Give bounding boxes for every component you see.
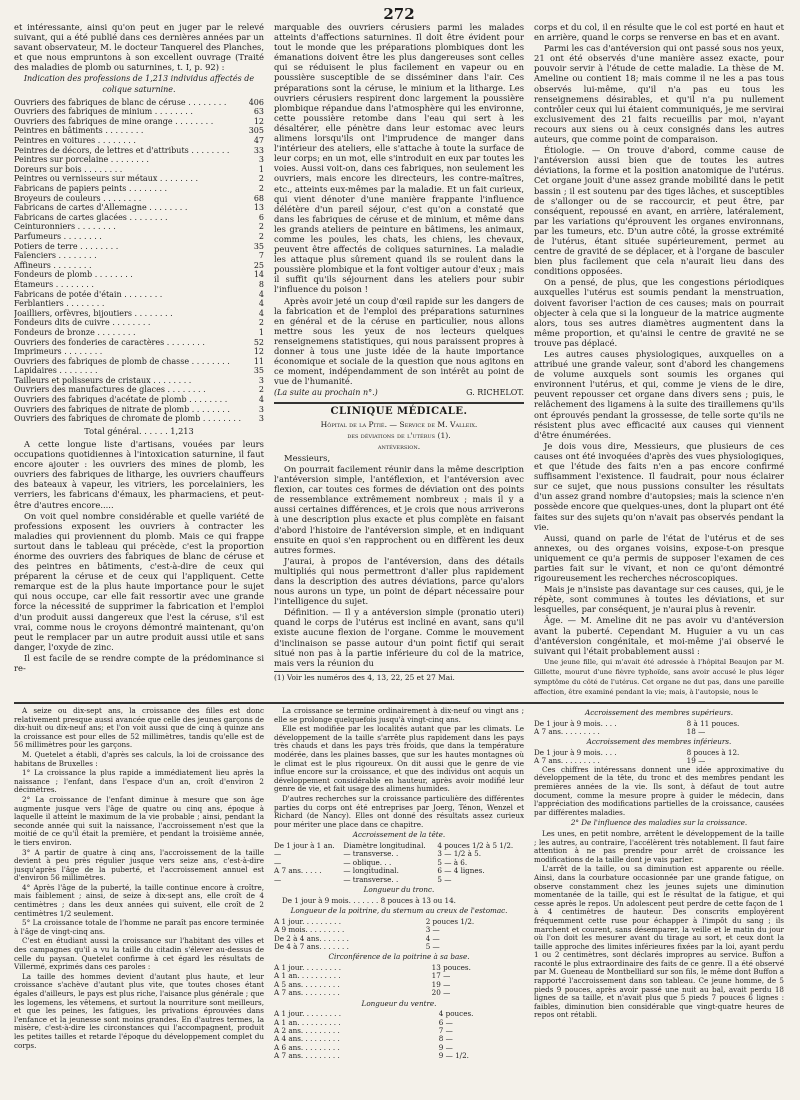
col1-paragraph: On voit quel nombre considérable et quelle variété de professions exposent les ouvriers à contracter les maladies qui proviennent du plomb. Mais ce qui frappe surtout dans le tableau qui précède, c'est la proportion énorme des ouvriers des fabriques de blanc de céruse et des peintres en bâtiments, c'est-à-dire de ceux qui préparent la céruse et de ceux qui l'appliquent. Cette remarque est de la plus haute importance pour le sujet qui nous occupe, car elle fait ressortir avec une grande force la nécessité de supprimer la fabrication et l'emploi d'un produit aussi dangereux que l'est la céruse, s'il est vrai, comme nous le croyons démontré maintenant, qu'on peut le remplacer par un autre produit aussi utile et sans danger, l'oxyde de zinc. bbox=[14, 510, 264, 652]
table-row bbox=[274, 989, 524, 997]
table-cell: Fondeurs de plomb . . . . . . . . bbox=[14, 270, 133, 280]
table-cell: 7 — bbox=[438, 1025, 453, 1035]
table-cell: 6 — 4 lignes. bbox=[437, 866, 485, 876]
table-cell: Ouvriers des fabriques d'acétate de plomb . . . . . . . . bbox=[14, 395, 228, 405]
table-cell: 35 bbox=[253, 366, 264, 376]
lower-section bbox=[14, 702, 784, 1100]
table-row bbox=[14, 222, 264, 232]
bottom-paragraph: Les unes, en petit nombre, arrêtent le développement de la taille ; les autres, au contraire, l'accélèrent très notablement. Il faut faire attention à ne pas prendre pour arrêt de croissance les modifications de la taille dont je vais parler. bbox=[534, 828, 784, 864]
column-1 bbox=[14, 22, 264, 702]
table-row bbox=[14, 146, 264, 156]
table-cell: 3 bbox=[258, 155, 264, 165]
table-cell: 305 bbox=[248, 126, 264, 136]
table-cell: 4 — bbox=[425, 933, 440, 943]
table-cell: 17 — bbox=[431, 971, 451, 981]
upper-section bbox=[14, 22, 784, 702]
table-cell: 4 bbox=[258, 308, 264, 318]
table-cell: 4 bbox=[258, 395, 264, 405]
bottom-column-2 bbox=[274, 707, 524, 1100]
table-row bbox=[14, 395, 264, 405]
col2-paragraph: Définition. — Il y a antéversion simple (pronatio uteri) quand le corps de l'utérus est incliné en avant, sans qu'il existe aucune flexion de l'organe. Comme le mouvement d'inclinaison se passe autour d'un point fictif qui serait situé non pas à la partie inférieure du col de la matrice, mais vers la réunion du bbox=[274, 607, 524, 668]
table-cell: Ouvriers des fabriques de blanc de céruse . . . . . . . . bbox=[14, 97, 227, 107]
table-row bbox=[14, 174, 264, 184]
measure-title: Circonférence de la poitrine à sa base. bbox=[328, 952, 470, 962]
table-row bbox=[14, 251, 264, 261]
table-cell: 11 bbox=[253, 356, 264, 366]
bottom-paragraph: A seize ou dix-sept ans, la croissance des filles est donc relativement presque aussi avancée que celle des jeunes garçons de dix-huit ou dix-neuf ans; et l'on voit aussi que de cinq à quinze ans la croissance est pour elles de 52 millimètres, tandis qu'elle est de 56 millimètres pour les garçons. bbox=[14, 707, 264, 750]
table-cell: De 4 à 7 ans. . . . . . . bbox=[274, 941, 349, 951]
table-cell: De 1 jour à 9 mois. . . . bbox=[534, 748, 617, 757]
table-cell: A 2 ans. . . . . . . . . bbox=[274, 1025, 340, 1035]
table-row bbox=[14, 213, 264, 223]
table-cell: A 1 jour. . . . . . . . . bbox=[274, 1009, 342, 1019]
table-cell: 5 — bbox=[437, 874, 452, 884]
hospital-line: Hôpital de la Pitié. — Service de M. Valleix. bbox=[320, 419, 478, 429]
table-row bbox=[14, 366, 264, 376]
suite-note: (La suite au prochain n°.) bbox=[274, 388, 378, 398]
table-cell: 9 — bbox=[438, 1042, 453, 1052]
table-cell: Joailliers, orfèvres, bijoutiers . . . . . . . . bbox=[14, 308, 173, 318]
col3-paragraph: On a pensé, de plus, que les congestions périodiques auxquelles l'utérus est soumis pendant la menstruation, doivent favoriser l'action de ces causes; mais on pourrait objecter à cela que si la longueur de la matrice augmente alors, tous ses autres diamètres augmentent dans la même proportion, et qu'ainsi le centre de gravité ne se trouve pas déplacé. bbox=[534, 277, 784, 348]
table-cell: 14 bbox=[253, 270, 264, 280]
column-2 bbox=[274, 22, 524, 702]
col1-paragraph: A cette longue liste d'artisans, vouées par leurs occupations quotidiennes à l'intoxication saturnine, il faut encore ajouter : les ouvriers des mines de plomb, les ouvriers des fabriques de litharge, les ouvriers chauffeurs des bateaux à vapeur, les vitriers, les porcelainiers, les verriers, les fabricans d'émaux, les pharmaciens, et peut-être d'autres encore..... bbox=[14, 438, 264, 510]
table-cell: De 2 à 4 ans. . . . . . . bbox=[274, 933, 349, 943]
table-cell: 8 — bbox=[438, 1034, 453, 1044]
bottom-paragraph: M. Quetelet a établi, d'après ses calculs, la loi de croissance des habitans de Bruxelles : bbox=[14, 749, 264, 768]
table-cell: 4 bbox=[258, 289, 264, 299]
table-cell: 2 bbox=[258, 318, 264, 328]
bottom-column-3 bbox=[534, 707, 784, 1100]
table-cell: Ouvriers des fabriques de nitrate de plomb . . . . . . . . bbox=[14, 404, 230, 414]
table-row bbox=[274, 850, 524, 858]
table-row bbox=[14, 357, 264, 367]
table-cell: 2 bbox=[258, 231, 264, 241]
table-cell: 12 bbox=[253, 116, 264, 126]
table-cell: Peintres ou vernisseurs sur métaux . . . . . . . . bbox=[14, 174, 199, 184]
table-cell: 13 bbox=[253, 203, 264, 213]
table-row bbox=[14, 261, 264, 271]
table-row bbox=[14, 117, 264, 127]
section-subheading: 2° De l'influence des maladies sur la croissance. bbox=[570, 818, 748, 828]
table-cell: 4 bbox=[258, 299, 264, 309]
table-row bbox=[14, 405, 264, 415]
table-row bbox=[14, 98, 264, 108]
col3-paragraph: corps et du col, il en résulte que le col est porté en haut et en arrière, quand le corps se renverse en bas et en avant. bbox=[534, 22, 784, 43]
table-cell: 52 bbox=[253, 337, 264, 347]
bottom-paragraph: La taille des hommes devient d'autant plus haute, et leur croissance s'achève d'autant plus vite, que toutes choses étant égales d'ailleurs, le pays est plus riche, l'aisance plus générale ; que les logemens, les vêtemens, et surtout la nourriture sont meilleurs, et que les peines, les fatigues, les privations éprouvées dans l'enfance et la jeunesse sont moins grandes. En d'autres termes, la misère, c'est-à-dire les circonstances qui l'accompagnent, produit les petites tailles et retarde l'époque du développement complet du corps. bbox=[14, 971, 264, 1050]
table-cell: Peintres sur porcelaine . . . . . . . . bbox=[14, 155, 149, 165]
table-cell: Ouvriers des fabriques de minium . . . . . . . . bbox=[14, 107, 193, 117]
table-cell: 12 bbox=[253, 347, 264, 357]
table-cell: — oblique. . . bbox=[343, 857, 392, 867]
signature-row bbox=[274, 388, 524, 398]
table-row bbox=[14, 414, 264, 424]
table-cell: Peintres en bâtiments . . . . . . . . bbox=[14, 126, 144, 136]
table-row bbox=[14, 165, 264, 175]
col3-paragraph: Aussi, quand on parle de l'état de l'utérus et de ses annexes, ou des organes voisins, expose-t-on presque uniquement ce qu'a permis de supposer l'examen de ces parties fait sur le vivant, et non ce qu'ont démontré rigoureusement les recherches nécroscopiques. bbox=[534, 532, 784, 584]
table-cell: Broyeurs de couleurs . . . . . . . . bbox=[14, 193, 142, 203]
bottom-paragraph: Elle est modifiée par les localités autant que par les climats. Le développement de la taille s'arrête plus rapidement dans les pays très chauds et dans les pays très froids, que dans la température modérée, dans les plaines basses, que sur les hautes montagnes où le climat est le plus rigoureux. On dit aussi que le genre de vie influe encore sur la croissance, et que des individus ont acquis un développement considérable en hauteur, après avoir modifié leur genre de vie, et fait usage des alimens humides. bbox=[274, 724, 524, 794]
col1-paragraph: Il est facile de se rendre compte de la prédominance si re- bbox=[14, 652, 264, 673]
table-cell: 3 — bbox=[425, 925, 440, 935]
table-cell: Fondeurs dits de cuivre . . . . . . . . bbox=[14, 318, 151, 328]
table-cell: Ceinturonniers . . . . . . . . bbox=[14, 222, 116, 232]
salutation: Messieurs, bbox=[284, 452, 331, 463]
measure-title: Longueur de la poitrine, du sternum au creux de l'estomac. bbox=[290, 906, 508, 916]
col3-paragraph: Les autres causes physiologiques, auxquelles on a attribué une grande valeur, sont d'abord les changemens de volume auxquels sont soumis les organes qui environnent l'utérus, et qui, comme je viens de le dire, peuvent repousser cet organe dans divers sens ; puis, le relâchement des ligamens à la suite des tiraillemens qu'ils ont éprouvés pendant la grossesse, de telle sorte qu'ils ne résistent plus avec efficacité aux causes qui viennent d'être énumérées. bbox=[534, 349, 784, 440]
table-cell: 1 bbox=[258, 164, 264, 174]
col3-paragraph: Parmi les cas d'antéversion qui ont passé sous nos yeux, 21 ont été observés d'une manière assez exacte, pour pouvoir servir à l'étude de cette maladie. La thèse de M. Ameline ou contient 18; mais comme il ne les a pas tous observés lui-même, qu'il n'a pas eu tous les renseignemens désirables, et qu'il n'a pu nullement contrôler ceux qui lui étaient communiqués, je me servirai exclusivement des 21 faits recueillis par moi, n'ayant recours aux siens ou à ceux consignés dans les autres auteurs, que comme point de comparaison. bbox=[534, 43, 784, 145]
col3-paragraph: Étiologie. — On trouve d'abord, comme cause de l'antéversion aussi bien que de toutes les autres déviations, la forme et la position anatomique de l'utérus. Cet organe jouit d'une assez grande mobilité dans le petit bassin ; il est soutenu par des tiges lâches, et susceptibles de s'allonger ou de se raccourcir, et peut être, par conséquent, repoussé en avant, en arrière, latéralement, par les variations qu'éprouvent les organes environnans, par les tumeurs, etc. D'un autre côté, la grosse extrémité de l'utérus, étant située supérieurement, permet au centre de gravité de se déplacer, et à l'organe de basculer bien plus facilement que cela n'aurait lieu dans des conditions opposées. bbox=[534, 145, 784, 277]
table-row bbox=[14, 107, 264, 117]
table-cell: A 4 ans. . . . . . . . . bbox=[274, 1034, 340, 1044]
table-cell: — transverse. . bbox=[343, 874, 399, 884]
table-cell: 68 bbox=[253, 193, 264, 203]
measure-title: Accroissement de la tête. bbox=[352, 830, 446, 840]
table-cell: A 7 ans. . . . . . . . . bbox=[534, 756, 600, 766]
table-cell: 406 bbox=[248, 97, 264, 107]
table-cell: Affineurs . . . . . . . . bbox=[14, 260, 92, 270]
table-row bbox=[274, 867, 524, 875]
table-cell: 13 pouces. bbox=[431, 962, 471, 972]
table-cell: 9 — 1/2. bbox=[438, 1051, 469, 1061]
footnote: (1) Voir les numéros des 4, 13, 22, 25 et 27 Mai. bbox=[274, 671, 524, 683]
table-cell: De 1 jour à 1 an. bbox=[274, 840, 335, 850]
table-row bbox=[14, 338, 264, 348]
bottom-paragraph: 5° La croissance totale de l'homme ne paraît pas encore terminée à l'âge de vingt-cinq ans. bbox=[14, 918, 264, 936]
table-row bbox=[14, 280, 264, 290]
table-cell: Ouvriers des fabriques de mine orange . . . . . . . . bbox=[14, 116, 214, 126]
table-cell: 63 bbox=[253, 107, 264, 117]
table-cell: — longitudinal. bbox=[343, 866, 399, 876]
table-row bbox=[14, 270, 264, 280]
table-cell: 4 pouces. bbox=[438, 1009, 474, 1019]
bottom-paragraph: 2° La croissance de l'enfant diminue à mesure que son âge augmente jusque vers l'âge de quatre ou cinq ans, époque à laquelle il atteint le maximum de la vie probable ; ainsi, pendant la seconde année qui suit la naissance, l'accroissement n'est que la moitié de ce qu'il était la première, et pendant la troisième année, le tiers environ. bbox=[14, 794, 264, 847]
col1-intro: et intéressante, ainsi qu'on peut en juger par le relevé suivant, qui a été publié dans ces dernières années par un savant observateur, M. le docteur Tanquerel des Planches, et que nous empruntons à son excellent ouvrage (Traité des maladies de plomb ou saturnines, t. I, p. 92) : bbox=[14, 22, 264, 73]
table-cell: A 7 ans. . . . . . . . . bbox=[274, 988, 340, 998]
trunk-line: De 1 jour à 9 mois. . . . . . . 8 pouces à 13 ou 14. bbox=[282, 895, 456, 905]
table-cell: Peintres en voitures . . . . . . . . bbox=[14, 136, 136, 146]
table-row bbox=[274, 876, 524, 884]
table-cell: A 1 an. . . . . . . . . . bbox=[274, 971, 341, 981]
table-row bbox=[14, 290, 264, 300]
table-cell: 8 à 11 pouces. bbox=[686, 718, 740, 728]
table-row bbox=[14, 318, 264, 328]
measure-title: Accroissement des membres supérieurs. bbox=[585, 708, 733, 717]
col2-paragraph: Après avoir jeté un coup d'œil rapide sur les dangers de la fabrication et de l'emploi des préparations saturnines en général et de la céruse en particulier, nous allons mettre sous les yeux de nos lecteurs quelques renseignemens statistiques, qui nous paraissent propres à donner à tous une juste idée de la haute importance économique et sociale de la question que nous agitons en ce moment, indépendamment de son intérêt au point de vue de l'humanité. bbox=[274, 295, 524, 387]
table-cell: A 1 jour. . . . . . . . . bbox=[274, 916, 342, 926]
table-cell: Ouvriers des fonderies de caractères . . . . . . . . bbox=[14, 337, 205, 347]
table-cell: Étameurs . . . . . . . . bbox=[14, 279, 94, 289]
col2-paragraph: On pourrait facilement réunir dans la même description l'antéversion simple, l'antéflexion, et l'antéversion avec flexion, car toutes ces formes de déviation ont des points de ressemblance extrêmement nombreux ; mais il y a aussi certaines différences, et je crois que nous arriverons à une description plus exacte et plus complète en faisant d'abord l'histoire de l'antéversion simple, et en indiquant ensuite en quoi s'en rapprochent ou en diffèrent les deux autres formes. bbox=[274, 463, 524, 555]
table-cell: Fabricans de cartes glacées . . . . . . . . bbox=[14, 212, 168, 222]
table-row bbox=[14, 309, 264, 319]
col3-paragraph: Mais je n'insiste pas davantage sur ces causes, qui, je le répète, sont communes à toutes les déviations, et sur lesquelles, par conséquent, je n'aurai plus à revenir. bbox=[534, 584, 784, 615]
table-cell: Peintres de décors, de lettres et d'attributs . . . . . . . . bbox=[14, 145, 230, 155]
table-cell: De 1 jour à 9 mois. . . . bbox=[534, 718, 617, 728]
table-row bbox=[14, 347, 264, 357]
lower-limbs-table bbox=[534, 749, 784, 766]
table-row bbox=[14, 328, 264, 338]
table-cell: 2 pouces 1/2. bbox=[425, 916, 475, 926]
table-row bbox=[14, 155, 264, 165]
bottom-column-1 bbox=[14, 707, 264, 1100]
table-row bbox=[14, 194, 264, 204]
table-cell: Fabricans de potée d'étain . . . . . . . . bbox=[14, 289, 163, 299]
table-cell: Fondeurs de bronze . . . . . . . . bbox=[14, 327, 136, 337]
measure-title: Longueur du tronc. bbox=[363, 884, 435, 894]
table-cell: 3 bbox=[258, 414, 264, 424]
table-cell: 2 bbox=[258, 184, 264, 193]
table-cell: 6 bbox=[258, 212, 264, 222]
table-cell: Ouvriers des fabriques de chromate de plomb . . . . . . . . bbox=[14, 414, 242, 424]
professions-table bbox=[14, 98, 264, 424]
belly-length-table bbox=[274, 1010, 524, 1060]
table-cell: A 9 mois. . . . . . . . . bbox=[274, 925, 345, 935]
table-cell: Fabricans de cartes d'Allemagne . . . . . . . . bbox=[14, 203, 188, 213]
measure-title: Accroissement des membres inférieurs. bbox=[586, 737, 732, 747]
table-cell: 3 — 1/2 à 5. bbox=[437, 849, 481, 859]
table-row bbox=[274, 943, 524, 951]
bottom-paragraph: 3° A partir de quatre à cinq ans, l'accroissement de la taille devient à peu près régulier jusque vers seize ans, c'est-à-dire jusqu'après l'âge de la puberté, et l'accroissement annuel est d'environ 56 millimètres. bbox=[14, 847, 264, 883]
chest-length-table bbox=[274, 918, 524, 952]
bottom-paragraph: D'autres recherches sur la croissance particulière des différentes parties du corps ont été entreprises par Joerg, Ténon, Wenzel et Richard (de Nancy). Elles ont donné des résultats assez curieux pour mériter une place dans ce chapitre. bbox=[274, 793, 524, 829]
table-cell: 2 bbox=[258, 385, 264, 395]
author-signature: G. RICHELOT. bbox=[466, 388, 524, 398]
table-row bbox=[14, 242, 264, 252]
table-cell: 19 — bbox=[686, 756, 706, 766]
table-cell: 2 bbox=[258, 174, 264, 184]
table-row bbox=[274, 1052, 524, 1060]
table-cell: 47 bbox=[253, 136, 264, 146]
col3-paragraph: Âge. — M. Ameline dit ne pas avoir vu d'antéversion avant la puberté. Cependant M. Huguier a vu un cas d'antéversion congénitale, et moi-même j'ai observé le suivant qui l'était probablement aussi : bbox=[534, 615, 784, 656]
table-cell: Faïenciers . . . . . . . . bbox=[14, 251, 97, 261]
table-cell: Doreurs sur bois . . . . . . . . bbox=[14, 164, 123, 174]
table-cell: 3 bbox=[258, 375, 264, 385]
table-cell: 5 — à 6. bbox=[437, 857, 468, 867]
table-cell: Tailleurs et polisseurs de cristaux . . . . . . . . bbox=[14, 375, 192, 385]
table-cell: A 7 ans. . . . . . . . . bbox=[274, 1051, 340, 1061]
table-row bbox=[14, 376, 264, 386]
table-cell: Ouvriers des manufactures de glaces . . . . . . . . bbox=[14, 385, 206, 395]
table-cell: 1 bbox=[258, 327, 264, 337]
table-cell: Lapidaires . . . . . . . . bbox=[14, 366, 98, 376]
measure-title: Longueur du ventre. bbox=[361, 998, 437, 1008]
table-cell: Parfumeurs . . . . . . . . bbox=[14, 231, 102, 241]
table-cell: 33 bbox=[253, 145, 264, 155]
table-cell: 6 — bbox=[438, 1017, 453, 1027]
table-cell: 8 pouces à 12. bbox=[686, 748, 740, 757]
table-row bbox=[14, 184, 264, 194]
column-3 bbox=[534, 22, 784, 702]
bottom-paragraph: Ces chiffres intéressans donnent une idée approximative du développement de la tête, du tronc et des membres pendant les premières années de la vie. Ils sont, à défaut de tout autre document, comme la mesure propre à guider le médecin, dans l'appréciation des modifications partielles de la croissance, causées par différentes maladies. bbox=[534, 764, 784, 817]
table-row bbox=[14, 299, 264, 309]
subheading: antéversion. bbox=[377, 441, 421, 451]
table-cell: Imprimeurs . . . . . . . . bbox=[14, 347, 103, 357]
table-cell: Fabricans de papiers peints . . . . . . . . bbox=[14, 184, 168, 193]
col2-paragraph: J'aurai, à propos de l'antéversion, dans des détails multipliés qui nous permettront d'aller plus rapidement dans la description des autres déviations, parce qu'alors nous aurons un type, un point de départ nécessaire pour l'intelligence du sujet. bbox=[274, 555, 524, 607]
table-cell: 4 pouces 1/2 à 5 1/2. bbox=[437, 840, 514, 850]
table-cell: A 7 ans. . . . . . . . . bbox=[534, 727, 600, 736]
table-cell: 3 bbox=[258, 404, 264, 414]
table-cell: A 1 jour. . . . . . . . . bbox=[274, 962, 342, 972]
col2-paragraph: marquable des ouvriers cérusiers parmi les malades atteints d'affections saturnines. Il doit être évident pour tout le monde que les préparations plombiques dont les émanations doivent être les plus dangereuses sont celles qui se réduisent le plus facilement en vapeur ou en poussière susceptible de se disséminer dans l'air. Ces préparations sont la céruse, le minium et la litharge. Les ouvriers cérusiers respirent donc largement la poussière plombique répandue dans l'atmosphère qui les environne, cette poussière retombe dans l'eau qui sert à les désaltérer, elle pénètre dans leur estomac avec leurs alimens lorsqu'ils ont l'imprudence de manger dans l'intérieur des ateliers, elle s'attache à toute la surface de leur corps; en un mot, elle s'introduit en eux par toutes les voies. Aussi voit-on, dans ces fabriques, non seulement les ouvriers, mais encore les directeurs, les contre-maîtres, etc., atteints eux-mêmes par la maladie. Et un fait curieux, qui vient dénoter d'une manière frappante l'influence délétère d'un pareil séjour, c'est qu'on a constaté que dans les fabriques de céruse et de minium, et même dans les grands ateliers de peinture en bâtimens, les animaux, comme les poules, les chats, les chiens, les chevaux, peuvent être affectés de coliques saturnines. La maladie les attaque plus sûrement quand ils se roulent dans la poussière plombique et la font voltiger autour d'eux ; mais il suffit qu'ils séjournent dans les ateliers pour subir l'influence du poison ! bbox=[274, 22, 524, 295]
page-number: 272 bbox=[383, 5, 415, 23]
table-cell: 5 — bbox=[425, 941, 440, 951]
table-row bbox=[14, 126, 264, 136]
table-row bbox=[14, 203, 264, 213]
table-row bbox=[14, 385, 264, 395]
col3-paragraph: Je dois vous dire, Messieurs, que plusieurs de ces causes ont été invoquées d'après des vues physiologiques, et que l'étude des faits n'en a pas encore confirmé suffisamment l'existence. Il faudrait, pour nous éclairer sur ce sujet, que nous pussions consulter les résultats d'un assez grand nombre d'autopsies; mais la science n'en possède encore que quelques-unes, dont la plupart ont été faites sur des sujets qu'on n'avait pas observés pendant la vie. bbox=[534, 440, 784, 532]
table-cell: A 6 ans. . . . . . . . . bbox=[274, 1042, 340, 1052]
table-row bbox=[14, 232, 264, 242]
table-cell: A 5 ans. . . . . . . . . bbox=[274, 979, 340, 989]
table-cell: — bbox=[274, 849, 282, 859]
table-cell: Diamètre longitudinal. bbox=[343, 840, 426, 850]
table-cell: 25 bbox=[253, 260, 264, 270]
table-cell: — transverse. . bbox=[343, 849, 399, 859]
col3-paragraph: Une jeune fille, qui m'avait été adressée à l'hôpital Beaujon par M. Gillette, mourut d'une fièvre typhoïde, sans avoir accusé le plus léger symptôme du côté de l'utérus. Cet organe ne dut pas, dans une pareille affection, être examiné pendant la vie; mais, à l'autopsie, nous le bbox=[534, 657, 784, 697]
table-cell: Ouvriers des fabriques de plomb de chasse . . . . . . . . bbox=[14, 356, 230, 366]
upper-limbs-table bbox=[534, 720, 784, 737]
subject-line: des déviations de l'utérus (1). bbox=[347, 430, 451, 440]
table-caption: Indication des professions de 1,213 individus affectés de colique saturnine. bbox=[23, 74, 255, 94]
table-cell: 19 — bbox=[431, 979, 451, 989]
table-cell: Potiers de terre . . . . . . . . bbox=[14, 241, 119, 251]
table-row bbox=[534, 728, 784, 736]
section-title: CLINIQUE MÉDICALE. bbox=[274, 402, 524, 417]
head-growth-table bbox=[274, 842, 524, 884]
table-cell: 7 bbox=[258, 251, 264, 261]
bottom-paragraph: La croissance se termine ordinairement à dix-neuf ou vingt ans ; elle se prolonge quelquefois jusqu'à vingt-cinq ans. bbox=[274, 707, 524, 724]
bottom-paragraph: 1° La croissance la plus rapide a immédiatement lieu après la naissance ; l'enfant, dans l'espace d'un an, croît d'environ 2 décimètres. bbox=[14, 768, 264, 795]
table-total: Total général. . . . . . 1,213 bbox=[84, 425, 194, 436]
chest-circ-table bbox=[274, 964, 524, 998]
table-row bbox=[274, 842, 524, 850]
table-cell: Ferblantiers . . . . . . . . bbox=[14, 299, 105, 309]
bottom-paragraph: L'arrêt de la taille, ou sa diminution est apparente ou réelle. Ainsi, dans la courbature occasionnée par une grande fatigue, on observe constamment chez les jeunes sujets une diminution momentanée de la taille, qui est le résultat de la fatigue, et qui cesse après le repos. Un adolescent peut perdre de cette façon de 1 à 4 centimètres de hauteur. Des conscrits employèrent fréquemment cette ruse pour échapper à l'impôt du sang ; ils marchent et courent, sans désemparer, la veille et le matin du jour où l'on doit les mesurer avant du tirage au sort, et ceux dont la taille approche des limites inférieures fixées par la loi, ayant perdu 1 ou 2 centimètres, sont déclarés impropres au service. Buffon a raconté le plus extraordinaire des faits de ce genre. Il a été observé par M. Gueneau de Montbelliard sur son fils, le même dont Buffon a rapporté l'accroissement dans son tableau. Ce jeune homme, de 5 pieds 9 pouces, après avoir passé une nuit au bal, avait perdu 18 lignes de sa taille, et n'avait plus que 5 pieds 7 pouces 6 lignes : faibles, diminution bien considérable que vingt-quatre heures de repos ont rétabli. bbox=[534, 864, 784, 1020]
table-cell: — bbox=[274, 857, 282, 867]
table-cell: 20 — bbox=[431, 988, 451, 998]
table-row bbox=[14, 136, 264, 146]
table-cell: A 1 an. . . . . . . . . . bbox=[274, 1017, 341, 1027]
table-cell: 18 — bbox=[686, 727, 706, 736]
table-cell: 2 bbox=[258, 222, 264, 232]
table-cell: 8 bbox=[258, 279, 264, 289]
table-cell: A 7 ans. . . . . bbox=[274, 866, 322, 876]
table-cell: — bbox=[274, 874, 282, 884]
bottom-paragraph: 4° Après l'âge de la puberté, la taille continue encore à croître, mais faiblement ; ainsi, de seize à dix-sept ans, elle croît de 4 centimètres ; dans les deux années qui suivent, elle croît de 2 centimètres 1/2 seulement. bbox=[14, 882, 264, 918]
table-cell: 35 bbox=[253, 241, 264, 251]
bottom-paragraph: C'est en étudiant aussi la croissance sur l'habitant des villes et des campagnes qu'il a vu la taille du citadin s'élever au-dessus de celle du paysan. Quetelet confirme à cet égard les résultats de Villermé, exprimés dans ces paroles : bbox=[14, 936, 264, 972]
